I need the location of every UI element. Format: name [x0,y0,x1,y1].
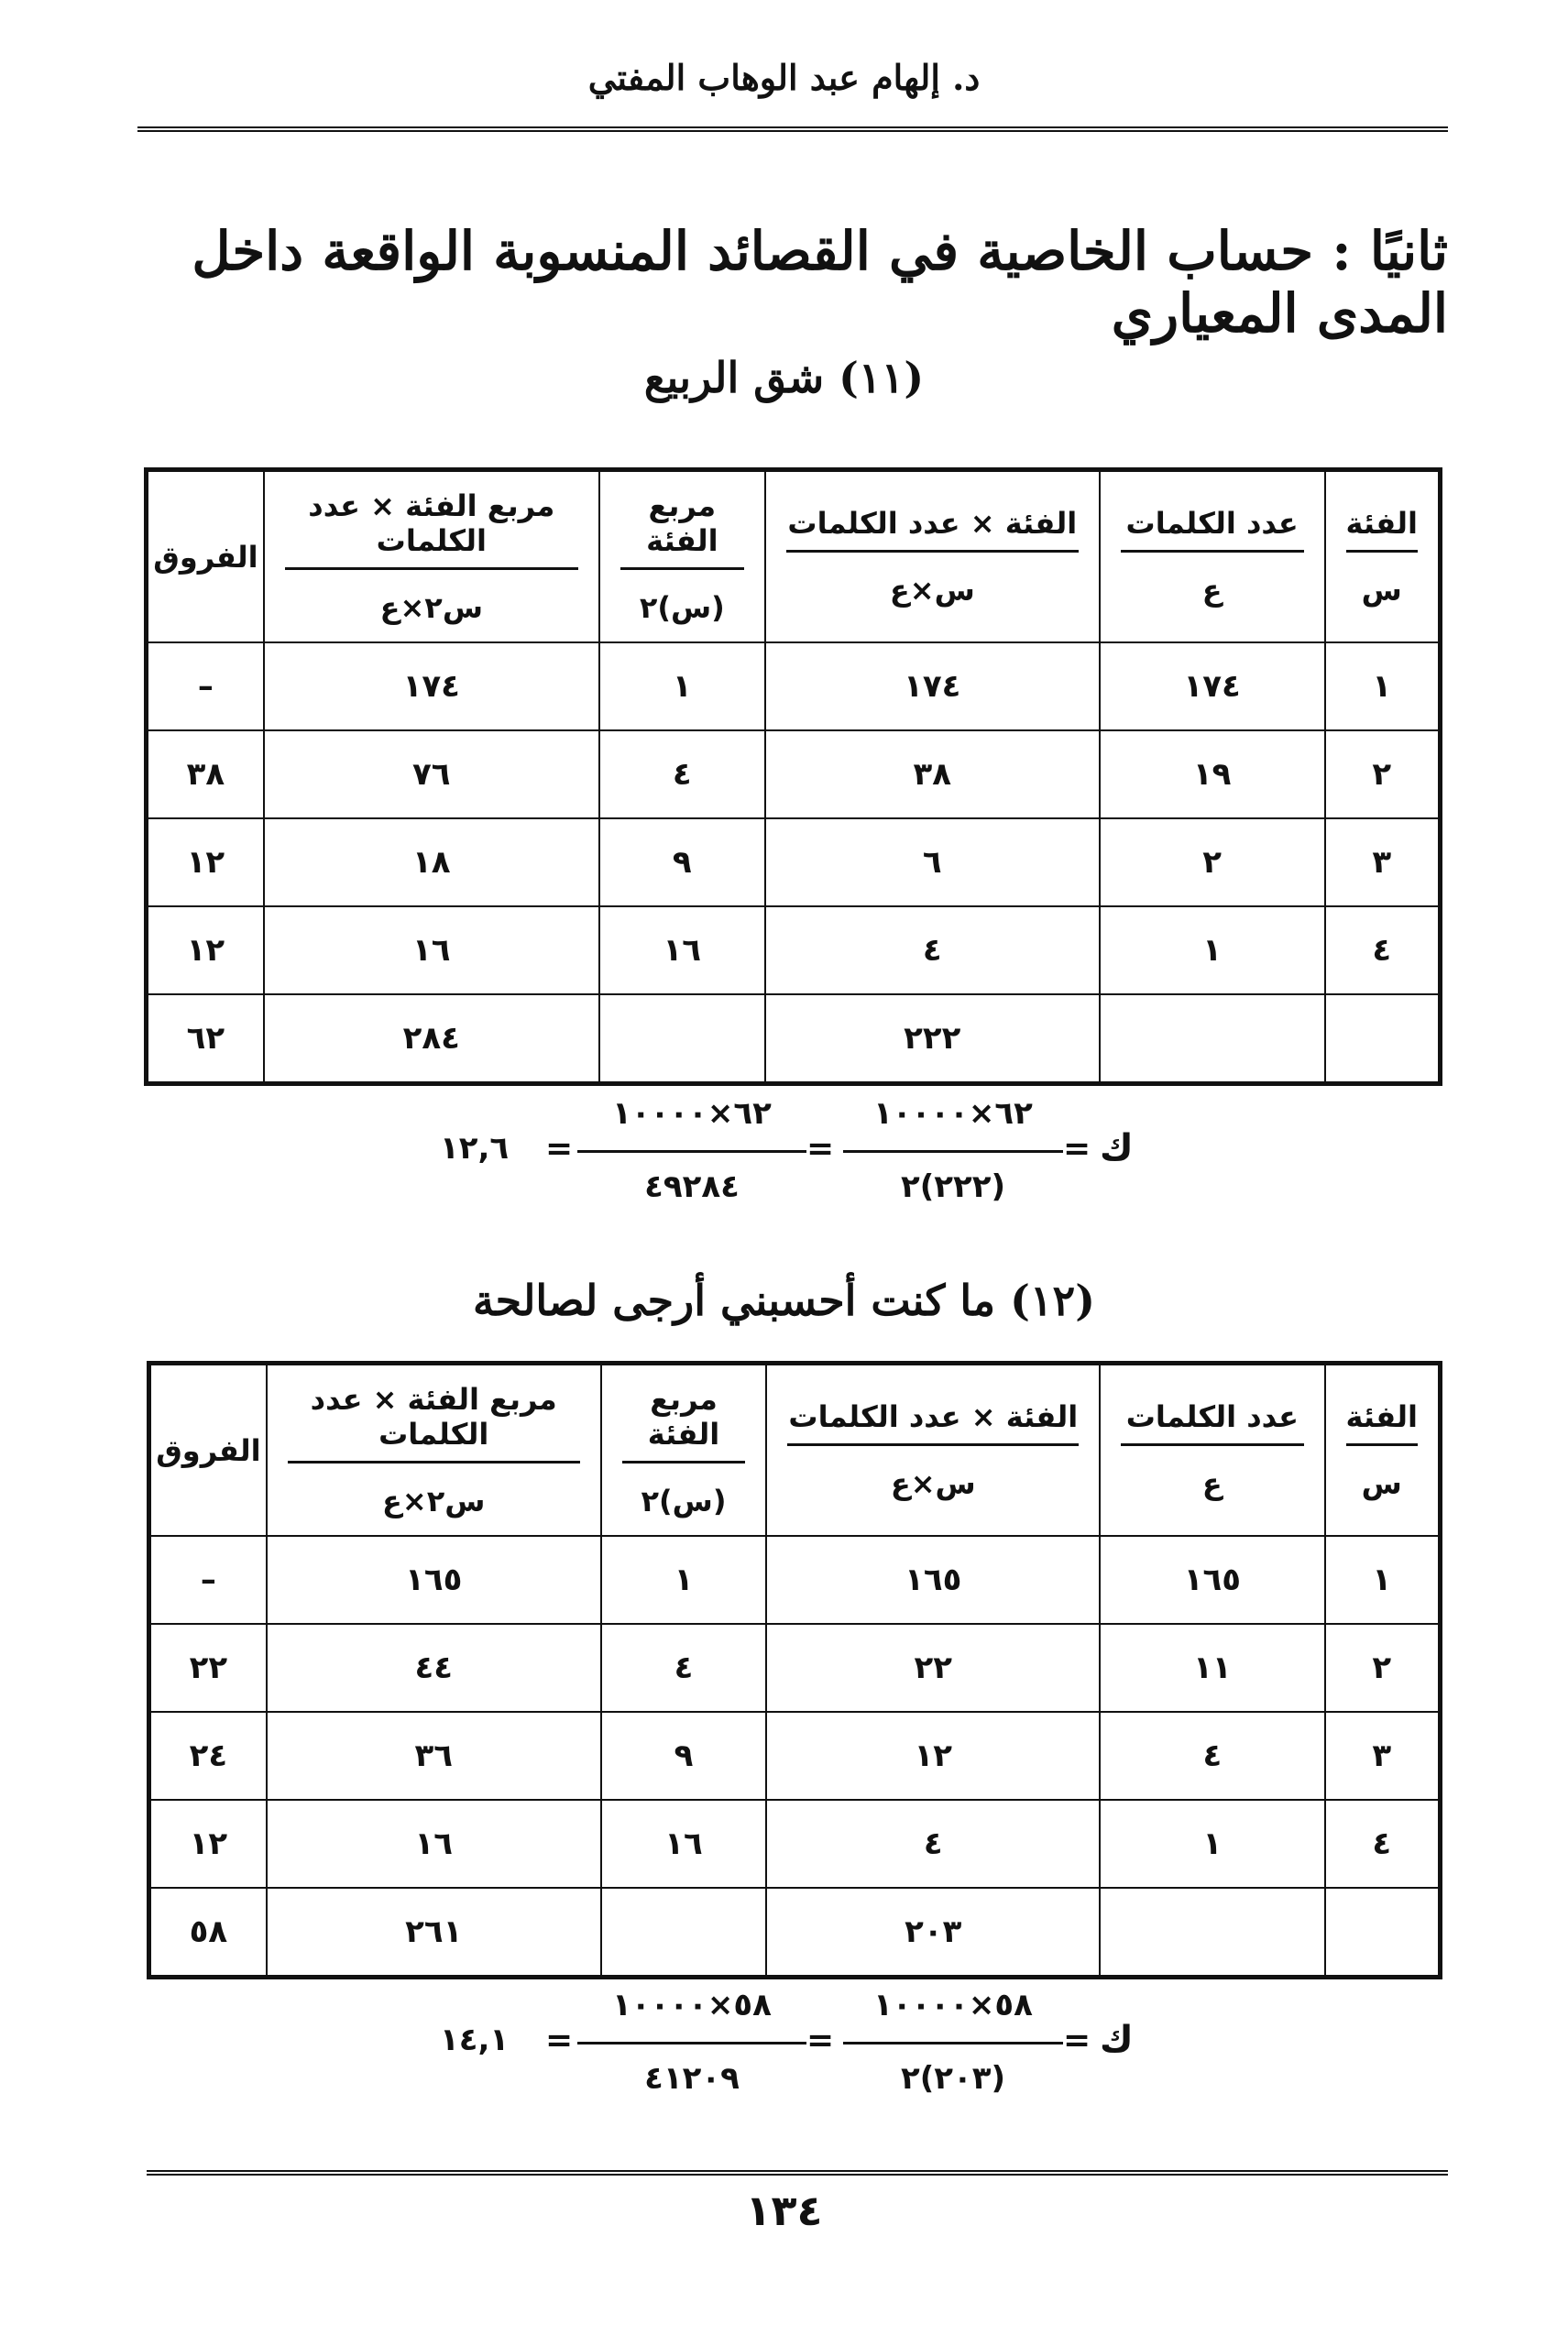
fraction-2-numerator: ٥٨×١٠٠٠٠ [612,1987,772,2023]
cell-total-squared-times-words: ٢٦١ [267,1888,601,1978]
calculation-table-1 [144,467,1442,1086]
fraction-2-denominator: ٤١٢٠٩ [644,2060,740,2097]
table-total-row [149,1888,1441,1978]
table-row [149,1800,1441,1888]
cell-total-category-times-words: ٢٢٢ [765,994,1100,1084]
formula-k-label: ك [1100,1127,1134,1169]
cell-category-squared: ٤ [599,730,765,818]
cell-category: ٢ [1325,1624,1441,1712]
formula-k-label: ك [1100,2019,1134,2061]
formula-1 [0,1095,1568,1205]
cell-squared-times-words: ٧٦ [264,730,599,818]
equals-sign: = [545,2022,574,2059]
equals-sign: = [806,1130,835,1168]
cell-category: ١ [1325,642,1441,730]
cell-category-squared: ٤ [601,1624,767,1712]
cell-difference: ٢٢ [149,1624,267,1712]
table-row [147,906,1441,994]
calculation-table-2 [147,1361,1442,1979]
cell-word-count: ٢ [1100,818,1325,906]
section-title: ثانيًا : حساب الخاصية في القصائد المنسوبة الواقعة داخل المدى المعياري [192,220,1448,345]
cell-squared-times-words: ٤٤ [267,1624,601,1712]
cell-squared-times-words: ٣٦ [267,1712,601,1800]
cell-category-squared: ١ [601,1536,767,1624]
table-row [149,1712,1441,1800]
header-category-times-words: الفئة × عدد الكلمات س×ع [765,470,1100,643]
page-number: ١٣٤ [745,2186,823,2235]
header-category: الفئة س [1325,470,1441,643]
table-caption-2: (١٢) ما كنت أحسبني أرجى لصالحة [472,1276,1096,1325]
header-word-count: عدد الكلمات ع [1100,1364,1324,1537]
cell-category-squared: ٩ [601,1712,767,1800]
cell-category: ٣ [1325,1712,1441,1800]
fraction-1-numerator: ٥٨×١٠٠٠٠ [873,1987,1033,2023]
cell-category: ٤ [1325,1800,1441,1888]
table-row [147,730,1441,818]
cell-category-squared: ١٦ [601,1800,767,1888]
cell-squared-times-words: ١٦ [264,906,599,994]
cell-category-times-words: ٤ [765,906,1100,994]
formula-result: ١٢,٦ [440,1130,510,1167]
table-header-row [147,470,1441,643]
cell-category-squared [599,994,765,1084]
header-squared-times-words: مربع الفئة × عدد الكلمات س٢×ع [267,1364,601,1537]
fraction-1-bar [843,1150,1063,1153]
table-row [147,642,1441,730]
cell-total-squared-times-words: ٢٨٤ [264,994,599,1084]
header-word-count: عدد الكلمات ع [1100,470,1325,643]
cell-category: ٢ [1325,730,1441,818]
table-row [149,1624,1441,1712]
cell-word-count: ١٧٤ [1100,642,1325,730]
cell-total-difference: ٥٨ [149,1888,267,1978]
cell-difference: ١٢ [147,906,264,994]
cell-category-squared: ٩ [599,818,765,906]
cell-squared-times-words: ١٦ [267,1800,601,1888]
fraction-2-numerator: ٦٢×١٠٠٠٠ [612,1095,772,1132]
cell-difference: ١٢ [147,818,264,906]
cell-word-count [1100,1888,1324,1978]
cell-category-times-words: ٦ [765,818,1100,906]
cell-category: ٤ [1325,906,1441,994]
cell-word-count: ١١ [1100,1624,1324,1712]
table-row [149,1536,1441,1624]
footer-rule [147,2170,1448,2176]
cell-total-difference: ٦٢ [147,994,264,1084]
cell-category-times-words: ١٧٤ [765,642,1100,730]
cell-category [1325,994,1441,1084]
cell-difference: – [147,642,264,730]
table-caption-1: (١١) شق الربيع [643,353,925,402]
cell-category: ٣ [1325,818,1441,906]
header-differences: الفروق [149,1364,267,1537]
equals-sign: = [1063,2022,1091,2059]
formula-result: ١٤,١ [440,2022,510,2058]
cell-squared-times-words: ١٧٤ [264,642,599,730]
header-category: الفئة س [1325,1364,1441,1537]
header-category-times-words: الفئة × عدد الكلمات س×ع [766,1364,1100,1537]
formula-2 [0,1987,1568,2097]
equals-sign: = [1063,1130,1091,1168]
header-category-squared: مربع الفئة (س)٢ [601,1364,767,1537]
running-head: د. إلهام عبد الوهاب المفتي [587,57,981,98]
cell-category-times-words: ١٢ [766,1712,1100,1800]
cell-word-count: ١٦٥ [1100,1536,1324,1624]
table-row [147,818,1441,906]
cell-word-count [1100,994,1325,1084]
cell-category-times-words: ٢٢ [766,1624,1100,1712]
header-rule [137,126,1448,132]
equals-sign: = [545,1130,574,1168]
fraction-2-bar [577,2042,806,2044]
equals-sign: = [806,2022,835,2059]
cell-difference: ٣٨ [147,730,264,818]
cell-word-count: ١٩ [1100,730,1325,818]
fraction-1-numerator: ٦٢×١٠٠٠٠ [873,1095,1033,1132]
cell-word-count: ٤ [1100,1712,1324,1800]
cell-difference: ١٢ [149,1800,267,1888]
header-category-squared: مربع الفئة (س)٢ [599,470,765,643]
header-differences: الفروق [147,470,264,643]
cell-category-squared: ١ [599,642,765,730]
table-header-row [149,1364,1441,1537]
header-squared-times-words: مربع الفئة × عدد الكلمات س٢×ع [264,470,599,643]
fraction-1-bar [843,2042,1063,2044]
cell-squared-times-words: ١٨ [264,818,599,906]
cell-word-count: ١ [1100,906,1325,994]
cell-difference: – [149,1536,267,1624]
cell-category-times-words: ٣٨ [765,730,1100,818]
cell-category-squared [601,1888,767,1978]
cell-squared-times-words: ١٦٥ [267,1536,601,1624]
cell-category-times-words: ٤ [766,1800,1100,1888]
cell-difference: ٢٤ [149,1712,267,1800]
cell-category [1325,1888,1441,1978]
cell-word-count: ١ [1100,1800,1324,1888]
cell-category-times-words: ١٦٥ [766,1536,1100,1624]
cell-category-squared: ١٦ [599,906,765,994]
fraction-1-denominator: (٢٢٢)٢ [900,1168,1006,1205]
fraction-2-bar [577,1150,806,1153]
fraction-1-denominator: (٢٠٣)٢ [900,2060,1006,2097]
cell-category: ١ [1325,1536,1441,1624]
cell-total-category-times-words: ٢٠٣ [766,1888,1100,1978]
fraction-2-denominator: ٤٩٢٨٤ [644,1168,740,1205]
table-total-row [147,994,1441,1084]
